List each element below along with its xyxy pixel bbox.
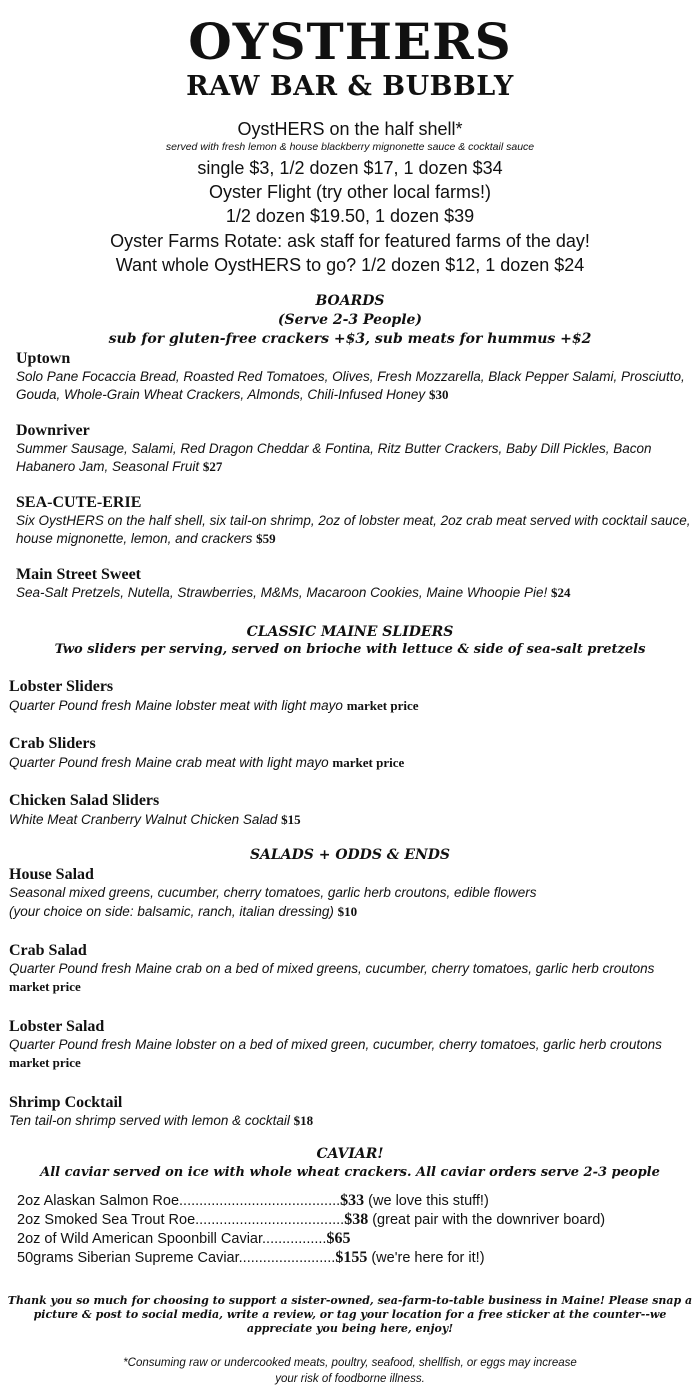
salad-desc-shrimp-cocktail: Ten tail-on shrimp served with lemon & cocktail $18: [9, 1113, 314, 1128]
board-name-sea-cute-erie: SEA-CUTE-ERIE: [16, 494, 142, 511]
logo-subtitle: RAW BAR & BUBBLY: [186, 71, 514, 102]
board-price-sea-cute-erie: $59: [256, 531, 276, 546]
boards-serves: (Serve 2-3 People): [277, 312, 423, 328]
caviar-item-spoonbill: 2oz of Wild American Spoonbill Caviar................$65: [17, 1230, 351, 1247]
board-price-uptown: $30: [428, 387, 449, 402]
thank-you-note: Thank you so much for choosing to support a sister-owned, sea-farm-to-table business in Maine! Please snap a picture & post to social media, write a review, or tag your location for a free sticker at the counter--we appreciate you being here, enjoy!: [7, 1294, 693, 1335]
caviar-price-siberian: $155: [335, 1249, 368, 1266]
board-price-downriver: $27: [202, 459, 223, 474]
board-price-main-street-sweet: $24: [550, 585, 571, 600]
board-name-downriver: Downriver: [16, 422, 90, 439]
slider-name-chicken-salad: Chicken Salad Sliders: [9, 792, 160, 809]
oysters-to-go: Want whole OystHERS to go? 1/2 dozen $12, 1 dozen $24: [115, 255, 585, 275]
caviar-item-siberian: 50grams Siberian Supreme Caviar........................$155 (we're here for it!): [17, 1249, 485, 1266]
boards-sub: sub for gluten-free crackers +$3, sub meats for hummus +$2: [108, 331, 592, 347]
oysters-pricing: single $3, 1/2 dozen $17, 1 dozen $34: [197, 158, 503, 178]
disclaimer-line-2: your risk of foodborne illness.: [275, 1373, 425, 1385]
oyster-farms-rotate: Oyster Farms Rotate: ask staff for featured farms of the day!: [110, 231, 590, 251]
salad-name-house: House Salad: [9, 866, 94, 883]
oysters-served-with: served with fresh lemon & house blackberry mignonette sauce & cocktail sauce: [165, 141, 535, 153]
caviar-item-salmon-roe: 2oz Alaskan Salmon Roe........................................$33 (we love this stuff!): [17, 1192, 489, 1209]
slider-price-chicken-salad: $15: [281, 812, 301, 827]
caviar-item-trout-roe: 2oz Smoked Sea Trout Roe.....................................$38 (great pair with the downriver board): [17, 1211, 606, 1228]
salad-desc-house: Seasonal mixed greens, cucumber, cherry tomatoes, garlic herb croutons, edible flowers: [9, 885, 537, 900]
disclaimer-line-1: *Consuming raw or undercooked meats, poultry, seafood, shellfish, or eggs may increase: [123, 1357, 577, 1369]
sliders-sub: Two sliders per serving, served on brioche with lettuce & side of sea-salt pretzels: [54, 642, 646, 657]
salad-desc-house-2: (your choice on side: balsamic, ranch, italian dressing) $10: [9, 904, 358, 919]
salad-price-crab: market price: [9, 979, 81, 994]
board-desc-uptown: Solo Pane Focaccia Bread, Roasted Red Tomatoes, Olives, Fresh Mozzarella, Black Pepper Salami, Prosciutto, Gouda, Whole-Grain Wheat Crackers, Almonds, Chili-Infused Honey $30: [16, 369, 685, 402]
salads-title: SALADS + ODDS & ENDS: [249, 847, 451, 863]
caviar-price-spoonbill: $65: [326, 1230, 351, 1247]
slider-desc-lobster: Quarter Pound fresh Maine lobster meat with light mayo market price: [9, 698, 419, 713]
board-name-main-street-sweet: Main Street Sweet: [16, 566, 141, 583]
caviar-price-salmon-roe: $33: [340, 1192, 365, 1209]
board-desc-main-street-sweet: Sea-Salt Pretzels, Nutella, Strawberries, M&Ms, Macaroon Cookies, Maine Whoopie Pie! $24: [16, 585, 571, 600]
caviar-title: CAVIAR!: [316, 1146, 384, 1162]
salad-desc-crab: Quarter Pound fresh Maine crab on a bed of mixed greens, cucumber, cherry tomatoes, garlic herb croutons market price: [9, 961, 655, 994]
salad-price-shrimp-cocktail: $18: [293, 1113, 314, 1128]
slider-name-lobster: Lobster Sliders: [9, 678, 114, 695]
oyster-flight-pricing: 1/2 dozen $19.50, 1 dozen $39: [225, 206, 475, 226]
board-desc-downriver: Summer Sausage, Salami, Red Dragon Cheddar & Fontina, Ritz Butter Crackers, Baby Dill Pickles, Bacon Habanero Jam, Seasonal Fruit $27: [16, 441, 652, 474]
caviar-sub: All caviar served on ice with whole wheat crackers. All caviar orders serve 2-3 people: [40, 1165, 660, 1180]
caviar-price-trout-roe: $38: [344, 1211, 369, 1228]
salad-price-house: $10: [337, 904, 358, 919]
salad-name-lobster: Lobster Salad: [9, 1018, 105, 1035]
board-desc-sea-cute-erie: Six OystHERS on the half shell, six tail-on shrimp, 2oz of lobster meat, 2oz crab meat served with cocktail sauce, house mignonette, lemon, and crackers $59: [16, 513, 691, 546]
salad-name-shrimp-cocktail: Shrimp Cocktail: [9, 1094, 123, 1111]
boards-title: BOARDS: [315, 293, 385, 309]
logo-title: OYSTHERS: [188, 12, 512, 71]
slider-price-lobster: market price: [346, 698, 419, 713]
sliders-title: CLASSIC MAINE SLIDERS: [246, 624, 454, 640]
slider-desc-chicken-salad: White Meat Cranberry Walnut Chicken Salad $15: [9, 812, 301, 827]
oysters-title: OystHERS on the half shell*: [237, 119, 463, 139]
slider-price-crab: market price: [332, 755, 405, 770]
salad-price-lobster: market price: [9, 1055, 81, 1070]
salad-desc-lobster: Quarter Pound fresh Maine lobster on a bed of mixed green, cucumber, cherry tomatoes, garlic herb croutons market price: [9, 1037, 662, 1070]
salad-name-crab: Crab Salad: [9, 942, 87, 959]
board-name-uptown: Uptown: [16, 350, 71, 367]
slider-desc-crab: Quarter Pound fresh Maine crab meat with light mayo market price: [9, 755, 405, 770]
slider-name-crab: Crab Sliders: [9, 735, 96, 752]
oyster-flight: Oyster Flight (try other local farms!): [208, 182, 492, 202]
